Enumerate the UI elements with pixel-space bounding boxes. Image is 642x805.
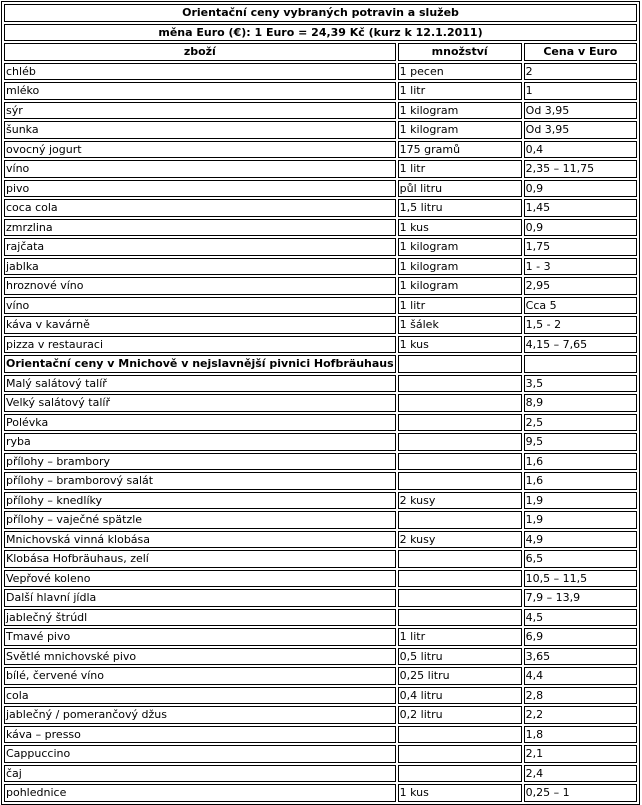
table-title: Orientační ceny vybraných potravin a služeb	[4, 4, 637, 22]
cell-price: 1 - 3	[524, 258, 637, 276]
table-row	[4, 336, 637, 354]
cell-goods: Klobása Hofbräuhaus, zelí	[4, 550, 396, 568]
table-row	[4, 121, 637, 139]
cell-goods: káva – presso	[4, 726, 396, 744]
cell-price: 1,6	[524, 472, 637, 490]
cell-goods: sýr	[4, 102, 396, 120]
cell-quantity	[398, 550, 522, 568]
table-row	[4, 375, 637, 393]
cell-quantity: 0,2 litru	[398, 706, 522, 724]
cell-price: Cca 5	[524, 297, 637, 315]
table-row	[4, 472, 637, 490]
cell-goods: čaj	[4, 765, 396, 783]
cell-quantity: 175 gramů	[398, 141, 522, 159]
cell-price: 1,9	[524, 492, 637, 510]
cell-goods: Malý salátový talíř	[4, 375, 396, 393]
cell-goods: Polévka	[4, 414, 396, 432]
cell-price: 2,1	[524, 745, 637, 763]
table-row	[4, 316, 637, 334]
cell-price: 2	[524, 63, 637, 81]
table-row	[4, 784, 637, 802]
cell-price: 1,6	[524, 453, 637, 471]
cell-price: 8,9	[524, 394, 637, 412]
currency-info: měna Euro (€): 1 Euro = 24,39 Kč (kurz k 12.1.2011)	[4, 24, 637, 42]
cell-quantity	[398, 433, 522, 451]
cell-quantity: 0,25 litru	[398, 667, 522, 685]
cell-goods: Další hlavní jídla	[4, 589, 396, 607]
cell-quantity: půl litru	[398, 180, 522, 198]
cell-price: 0,9	[524, 219, 637, 237]
cell-goods: zmrzlina	[4, 219, 396, 237]
cell-goods: přílohy – knedlíky	[4, 492, 396, 510]
cell-quantity	[398, 453, 522, 471]
cell-goods: káva v kavárně	[4, 316, 396, 334]
cell-price: 6,9	[524, 628, 637, 646]
cell-quantity: 1 kus	[398, 219, 522, 237]
table-row	[4, 394, 637, 412]
price-table	[1, 1, 640, 805]
table-row	[4, 687, 637, 705]
cell-price: 6,5	[524, 550, 637, 568]
cell-quantity	[398, 414, 522, 432]
cell-quantity: 1 kus	[398, 336, 522, 354]
section-heading: Orientační ceny v Mnichově v nejslavnější pivnici Hofbräuhaus	[4, 355, 396, 373]
table-row	[4, 277, 637, 295]
cell-price: Od 3,95	[524, 121, 637, 139]
cell-quantity	[398, 726, 522, 744]
cell-price: 1,45	[524, 199, 637, 217]
cell-quantity: 1 kilogram	[398, 258, 522, 276]
cell-goods: jablka	[4, 258, 396, 276]
cell-price: 2,95	[524, 277, 637, 295]
cell-goods: pizza v restauraci	[4, 336, 396, 354]
cell-price: 1,9	[524, 511, 637, 529]
cell-price: 4,5	[524, 609, 637, 627]
table-row	[4, 258, 637, 276]
cell-price: 4,4	[524, 667, 637, 685]
cell-goods: Tmavé pivo	[4, 628, 396, 646]
cell-goods: coca cola	[4, 199, 396, 217]
cell-price: 2,35 – 11,75	[524, 160, 637, 178]
cell-goods: cola	[4, 687, 396, 705]
table-row	[4, 414, 637, 432]
cell-goods: přílohy – bramborový salát	[4, 472, 396, 490]
cell-goods: přílohy – brambory	[4, 453, 396, 471]
cell-goods: mléko	[4, 82, 396, 100]
cell-goods: Cappuccino	[4, 745, 396, 763]
cell-quantity: 2 kusy	[398, 492, 522, 510]
cell-price: Od 3,95	[524, 102, 637, 120]
cell-price: 4,9	[524, 531, 637, 549]
cell-quantity: 1 litr	[398, 628, 522, 646]
cell-quantity: 1 kilogram	[398, 102, 522, 120]
table-row	[4, 745, 637, 763]
cell-goods: jablečný štrúdl	[4, 609, 396, 627]
table-row	[4, 297, 637, 315]
cell-quantity: 1 kilogram	[398, 238, 522, 256]
cell-quantity: 1 kilogram	[398, 121, 522, 139]
table-row	[4, 160, 637, 178]
cell-price: 2,2	[524, 706, 637, 724]
cell-price: 1,8	[524, 726, 637, 744]
cell-goods: pohlednice	[4, 784, 396, 802]
table-row	[4, 609, 637, 627]
column-header-price: Cena v Euro	[524, 43, 637, 61]
cell-price: 1,75	[524, 238, 637, 256]
cell-goods: bílé, červené víno	[4, 667, 396, 685]
table-row	[4, 102, 637, 120]
cell-price: 7,9 – 13,9	[524, 589, 637, 607]
cell-goods: ryba	[4, 433, 396, 451]
cell-price: 9,5	[524, 433, 637, 451]
cell-quantity: 1,5 litru	[398, 199, 522, 217]
cell-goods: přílohy – vaječné spätzle	[4, 511, 396, 529]
table-row	[4, 433, 637, 451]
cell-quantity: 0,5 litru	[398, 648, 522, 666]
table-row	[4, 706, 637, 724]
table-row	[4, 550, 637, 568]
cell-price: 3,65	[524, 648, 637, 666]
cell-goods: ovocný jogurt	[4, 141, 396, 159]
table-row	[4, 199, 637, 217]
table-row	[4, 628, 637, 646]
empty-cell	[524, 355, 637, 373]
cell-quantity	[398, 589, 522, 607]
cell-price: 1	[524, 82, 637, 100]
cell-quantity	[398, 375, 522, 393]
cell-quantity: 2 kusy	[398, 531, 522, 549]
table-row	[4, 180, 637, 198]
cell-quantity	[398, 472, 522, 490]
table-row	[4, 570, 637, 588]
cell-goods: Světlé mnichovské pivo	[4, 648, 396, 666]
table-row	[4, 726, 637, 744]
column-header-row	[4, 43, 637, 61]
cell-price: 0,9	[524, 180, 637, 198]
cell-quantity	[398, 511, 522, 529]
cell-goods: víno	[4, 160, 396, 178]
cell-quantity: 1 šálek	[398, 316, 522, 334]
cell-quantity	[398, 394, 522, 412]
table-row	[4, 82, 637, 100]
cell-price: 0,25 – 1	[524, 784, 637, 802]
table-row	[4, 219, 637, 237]
cell-quantity	[398, 609, 522, 627]
cell-goods: Velký salátový talíř	[4, 394, 396, 412]
cell-quantity	[398, 570, 522, 588]
table-row	[4, 531, 637, 549]
table-row	[4, 492, 637, 510]
cell-goods: chléb	[4, 63, 396, 81]
table-row	[4, 238, 637, 256]
currency-row	[4, 24, 637, 42]
table-row	[4, 667, 637, 685]
cell-price: 2,4	[524, 765, 637, 783]
cell-quantity: 0,4 litru	[398, 687, 522, 705]
cell-price: 4,15 – 7,65	[524, 336, 637, 354]
cell-price: 3,5	[524, 375, 637, 393]
table-row	[4, 589, 637, 607]
table-row	[4, 141, 637, 159]
table-row	[4, 648, 637, 666]
table-row	[4, 453, 637, 471]
cell-goods: rajčata	[4, 238, 396, 256]
table-row	[4, 765, 637, 783]
cell-quantity: 1 pecen	[398, 63, 522, 81]
cell-quantity: 1 kilogram	[398, 277, 522, 295]
cell-goods: Mnichovská vinná klobása	[4, 531, 396, 549]
cell-goods: šunka	[4, 121, 396, 139]
cell-price: 1,5 - 2	[524, 316, 637, 334]
table-title-row	[4, 4, 637, 22]
table-row	[4, 63, 637, 81]
table-row	[4, 511, 637, 529]
cell-price: 10,5 – 11,5	[524, 570, 637, 588]
column-header-quantity: množství	[398, 43, 522, 61]
cell-price: 2,5	[524, 414, 637, 432]
section-heading-row	[4, 355, 637, 373]
cell-quantity: 1 litr	[398, 160, 522, 178]
cell-goods: Vepřové koleno	[4, 570, 396, 588]
cell-goods: jablečný / pomerančový džus	[4, 706, 396, 724]
cell-goods: hroznové víno	[4, 277, 396, 295]
column-header-goods: zboží	[4, 43, 396, 61]
cell-quantity: 1 litr	[398, 297, 522, 315]
cell-goods: víno	[4, 297, 396, 315]
cell-goods: pivo	[4, 180, 396, 198]
cell-quantity: 1 litr	[398, 82, 522, 100]
cell-price: 0,4	[524, 141, 637, 159]
empty-cell	[398, 355, 522, 373]
cell-price: 2,8	[524, 687, 637, 705]
cell-quantity	[398, 745, 522, 763]
cell-quantity: 1 kus	[398, 784, 522, 802]
cell-quantity	[398, 765, 522, 783]
